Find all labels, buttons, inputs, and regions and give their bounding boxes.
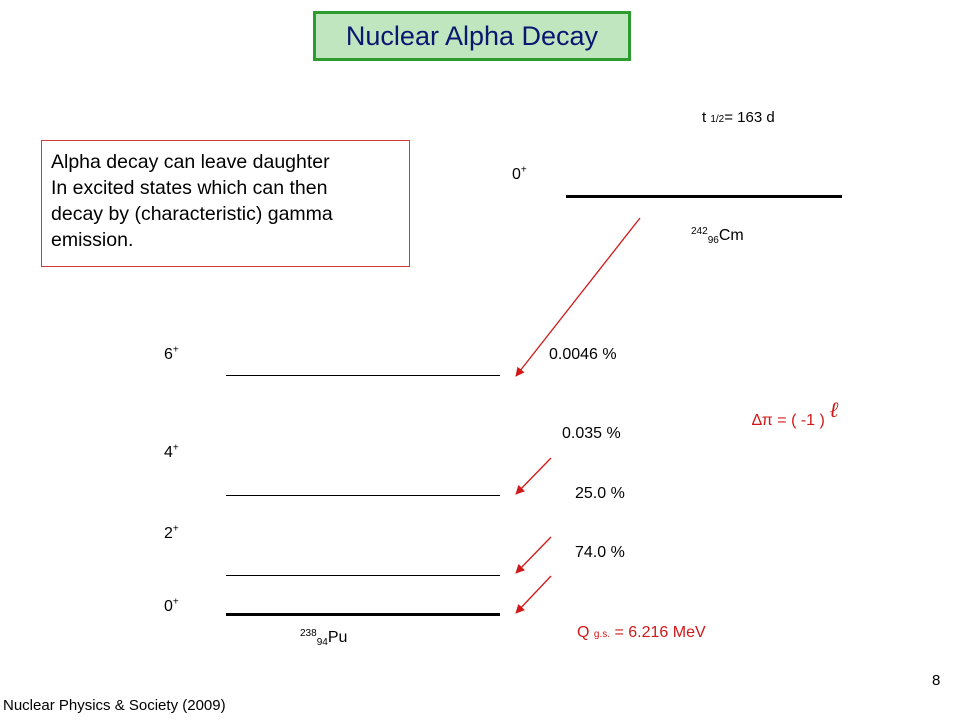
daughter-symbol: Pu [327,629,348,646]
parity-rule-exponent: ℓ [829,398,839,423]
spin-value: 2 [164,525,173,542]
spin-value: 4 [164,444,173,461]
decay-arrow [516,576,551,613]
parity-rule-rhs: = ( -1 ) [777,412,825,429]
parity-value: + [172,442,179,454]
page-number: 8 [932,672,941,689]
halflife-value: = 163 d [724,109,775,126]
spin-value: 0 [164,598,173,615]
spin-value: 6 [164,346,173,363]
note-line: decay by (characteristic) gamma [51,203,333,225]
q-value-text: = 6.216 MeV [614,624,706,641]
note-line: Alpha decay can leave daughter [51,151,330,173]
halflife-prefix: t [702,109,707,126]
parent-spin-value: 0 [512,166,521,183]
branch-percent: 0.0046 % [549,346,617,363]
daughter-mass-number: 238 [300,628,317,639]
footer-citation: Nuclear Physics & Society (2009) [3,697,226,714]
parity-value: + [172,596,179,608]
q-prefix: Q [577,624,590,641]
note-line: In excited states which can then [51,177,328,199]
daughter-atomic-number: 94 [316,637,328,648]
branch-percent: 25.0 % [575,485,625,502]
parent-parity: + [520,164,527,176]
branch-percent: 0.035 % [562,425,621,442]
decay-arrow [516,218,640,376]
decay-arrow [516,537,551,573]
halflife-sub: 1/2 [710,114,725,125]
parity-rule-lhs: ∆π [752,412,773,429]
q-sub: g.s. [593,629,611,640]
note-line: emission. [51,229,134,251]
decay-arrow [516,458,551,494]
parent-symbol: Cm [718,227,744,244]
branch-percent: 74.0 % [575,544,625,561]
parent-mass-number: 242 [691,226,708,237]
slide-title: Nuclear Alpha Decay [313,11,631,61]
parent-atomic-number: 96 [707,235,719,246]
parity-value: + [172,344,179,356]
parity-value: + [172,523,179,535]
